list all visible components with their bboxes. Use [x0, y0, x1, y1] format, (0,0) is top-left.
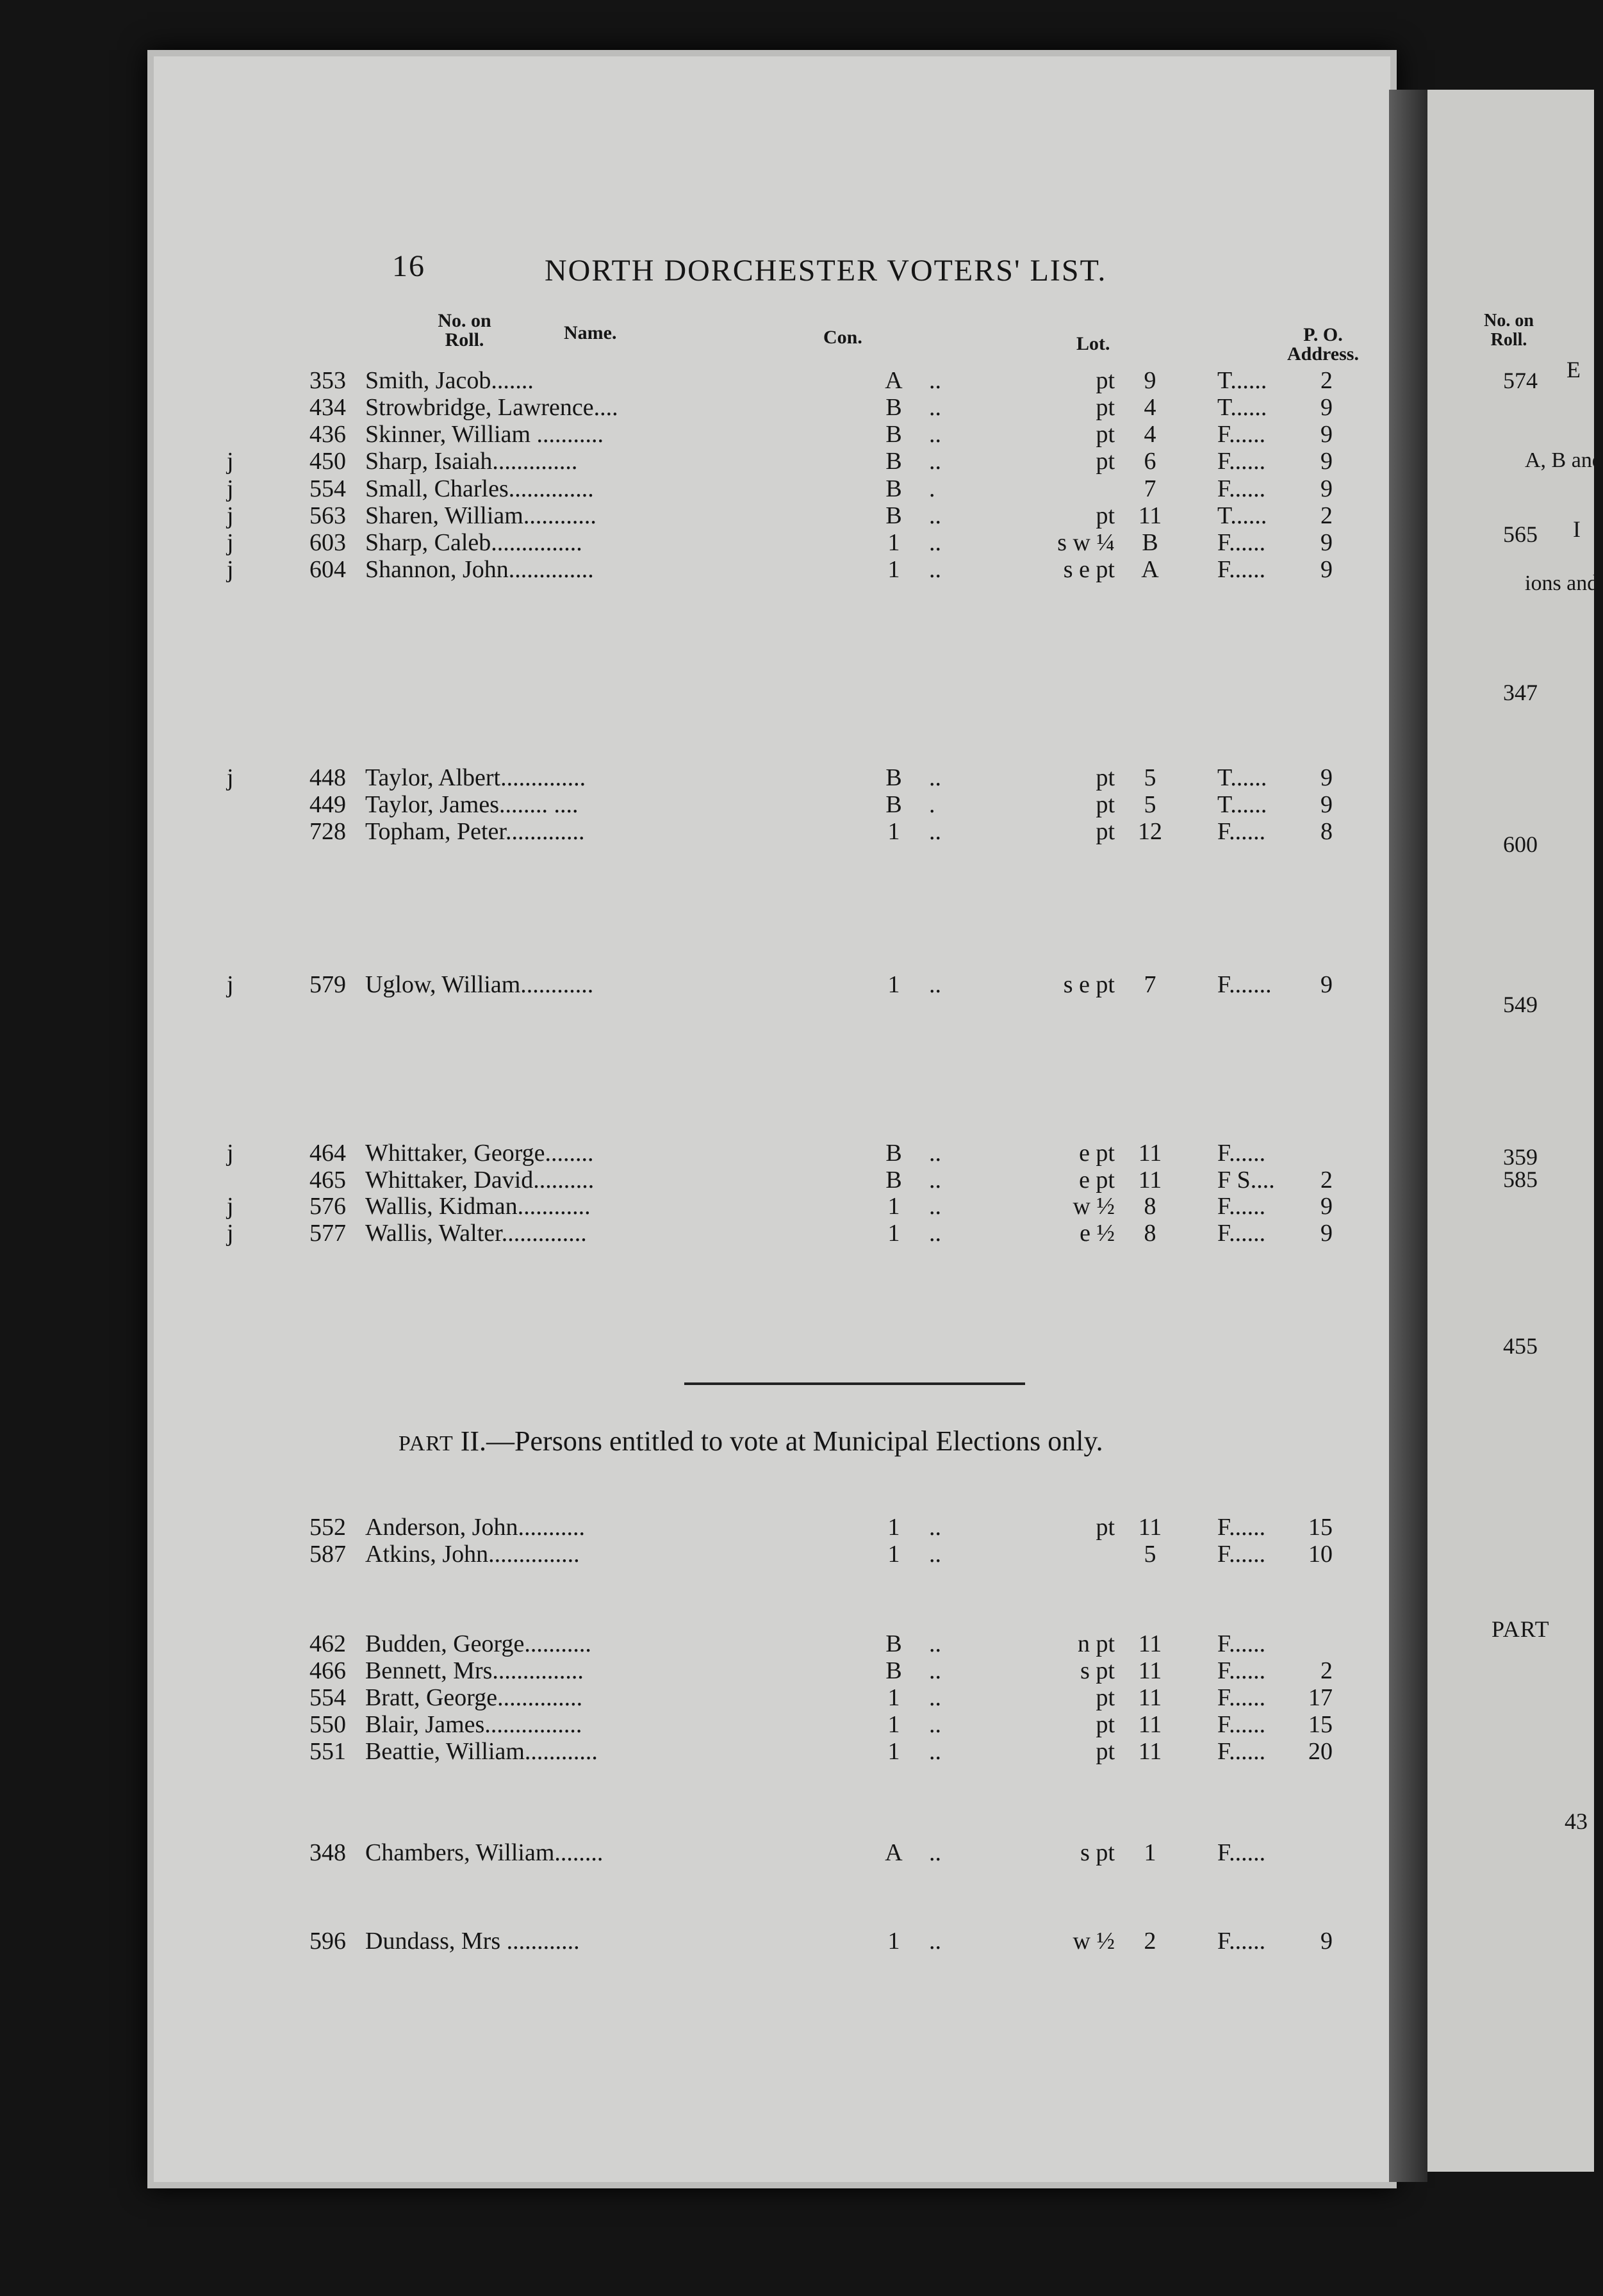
voter-row: [0, 1540, 1333, 1568]
lot-part: pt: [1096, 367, 1115, 394]
roll-number: 604: [309, 556, 346, 583]
po-address: T......: [1217, 791, 1267, 818]
facing-fragment: ions and: [1525, 571, 1599, 595]
facing-roll-number: 574: [1503, 368, 1538, 393]
voter-name: Dundass, Mrs ............: [365, 1928, 580, 1955]
voter-mark: j: [227, 764, 234, 791]
po-address: T......: [1217, 394, 1267, 421]
leader-dots: ..: [929, 1839, 941, 1866]
lot-number: A: [1141, 556, 1159, 583]
facing-roll-number: 549: [1503, 992, 1538, 1017]
concession: B: [885, 1630, 902, 1657]
voter-row: [0, 1166, 1333, 1193]
concession: 1: [887, 1928, 900, 1955]
voter-name: Skinner, William ...........: [365, 421, 604, 448]
po-address: F......: [1217, 448, 1266, 475]
po-address-number: 10: [1308, 1541, 1333, 1568]
facing-roll-number: 600: [1503, 832, 1538, 857]
leader-dots: ..: [929, 421, 941, 448]
roll-number: 563: [309, 502, 346, 529]
lot-part: pt: [1096, 764, 1115, 791]
lot-number: 8: [1144, 1220, 1156, 1247]
leader-dots: ..: [929, 1514, 941, 1541]
facing-column-header: [1467, 311, 1550, 350]
roll-number: 603: [309, 529, 346, 556]
voter-row: [0, 1139, 1266, 1167]
roll-number: 436: [309, 421, 346, 448]
leader-dots: ..: [929, 971, 941, 998]
voter-name: Smith, Jacob.......: [365, 367, 534, 394]
lot-number: 4: [1144, 394, 1156, 421]
roll-number: 551: [309, 1738, 346, 1765]
column-header-con: Con.: [823, 327, 862, 348]
concession: 1: [887, 556, 900, 583]
part2-heading-part: PART: [399, 1432, 454, 1456]
roll-number: 550: [309, 1711, 346, 1738]
roll-number: 434: [309, 394, 346, 421]
leader-dots: ..: [929, 529, 941, 556]
book-spine: [1389, 90, 1427, 2182]
po-address: F......: [1217, 1657, 1266, 1684]
roll-number: 587: [309, 1541, 346, 1568]
voter-name: Taylor, James........ ....: [365, 791, 579, 818]
lot-number: 5: [1144, 764, 1156, 791]
po-address: T......: [1217, 367, 1267, 394]
voter-name: Blair, James................: [365, 1711, 582, 1738]
voter-mark: j: [227, 502, 234, 529]
po-address: F......: [1217, 1541, 1266, 1568]
voter-name: Wallis, Kidman............: [365, 1193, 591, 1220]
po-address-number: 9: [1320, 529, 1333, 556]
roll-number: 554: [309, 475, 346, 502]
leader-dots: ..: [929, 1684, 941, 1711]
po-address-number: 9: [1320, 448, 1333, 475]
lot-part: pt: [1096, 1711, 1115, 1738]
roll-number: 576: [309, 1193, 346, 1220]
concession: 1: [887, 1711, 900, 1738]
lot-number: 11: [1138, 502, 1162, 529]
lot-part: e ½: [1080, 1220, 1115, 1247]
lot-part: s e pt: [1063, 971, 1115, 998]
facing-fragment: E: [1566, 357, 1581, 382]
roll-number: 448: [309, 764, 346, 791]
voter-name: Topham, Peter.............: [365, 818, 585, 845]
lot-number: 1: [1144, 1839, 1156, 1866]
lot-number: 11: [1138, 1738, 1162, 1765]
leader-dots: ..: [929, 1220, 941, 1247]
concession: A: [885, 367, 903, 394]
lot-number: 11: [1138, 1684, 1162, 1711]
leader-dots: ..: [929, 1630, 941, 1657]
voter-name: Sharp, Isaiah..............: [365, 448, 578, 475]
po-address-number: 2: [1320, 502, 1333, 529]
lot-number: 11: [1138, 1630, 1162, 1657]
concession: B: [885, 791, 902, 818]
leader-dots: ..: [929, 1657, 941, 1684]
concession: B: [885, 475, 902, 502]
voter-name: Whittaker, George........: [365, 1140, 594, 1167]
roll-number: 466: [309, 1657, 346, 1684]
lot-part: pt: [1096, 791, 1115, 818]
voter-row: [0, 502, 1333, 529]
po-address-number: 15: [1308, 1514, 1333, 1541]
leader-dots: .: [929, 475, 935, 502]
concession: B: [885, 502, 902, 529]
lot-part: n pt: [1077, 1630, 1115, 1657]
voter-name: Anderson, John...........: [365, 1514, 586, 1541]
po-address-number: 2: [1320, 1657, 1333, 1684]
po-address-number: 9: [1320, 1928, 1333, 1955]
voter-row: [0, 971, 1333, 998]
leader-dots: ..: [929, 1167, 941, 1193]
po-address: F......: [1217, 1193, 1266, 1220]
voter-name: Wallis, Walter..............: [365, 1220, 587, 1247]
voter-row: [0, 1513, 1333, 1541]
leader-dots: .: [929, 791, 935, 818]
voter-name: Small, Charles..............: [365, 475, 594, 502]
po-address-number: 9: [1320, 764, 1333, 791]
voter-mark: j: [227, 1220, 234, 1247]
column-header-po-line2: Address.: [1287, 343, 1359, 365]
po-address-number: 9: [1320, 1220, 1333, 1247]
lot-part: w ½: [1073, 1928, 1115, 1955]
voter-mark: j: [227, 1140, 234, 1167]
lot-number: 6: [1144, 448, 1156, 475]
voter-row: [0, 1657, 1333, 1684]
leader-dots: ..: [929, 1541, 941, 1568]
lot-number: 11: [1138, 1140, 1162, 1167]
voter-row: [0, 1710, 1333, 1738]
lot-part: s pt: [1080, 1657, 1115, 1684]
facing-column-header-line2: Roll.: [1490, 330, 1527, 350]
lot-part: s pt: [1080, 1839, 1115, 1866]
concession: B: [885, 1657, 902, 1684]
po-address-number: 9: [1320, 394, 1333, 421]
lot-part: w ½: [1073, 1193, 1115, 1220]
voter-name: Sharen, William............: [365, 502, 596, 529]
voter-row: [0, 1219, 1333, 1247]
roll-number: 728: [309, 818, 346, 845]
lot-part: pt: [1096, 502, 1115, 529]
voter-row: [0, 791, 1333, 818]
lot-part: pt: [1096, 448, 1115, 475]
lot-number: 5: [1144, 791, 1156, 818]
po-address: T......: [1217, 764, 1267, 791]
voter-name: Budden, George...........: [365, 1630, 591, 1657]
facing-roll-number: 359: [1503, 1144, 1538, 1170]
lot-part: pt: [1096, 1684, 1115, 1711]
section-divider: [684, 1382, 1025, 1385]
voter-mark: j: [227, 971, 234, 998]
leader-dots: ..: [929, 1193, 941, 1220]
po-address-number: 9: [1320, 971, 1333, 998]
po-address-number: 9: [1320, 1193, 1333, 1220]
voter-mark: j: [227, 556, 234, 583]
voter-row: [0, 1737, 1333, 1765]
voter-row: [0, 529, 1333, 556]
roll-number: 353: [309, 367, 346, 394]
concession: 1: [887, 1684, 900, 1711]
roll-number: 552: [309, 1514, 346, 1541]
lot-number: 5: [1144, 1541, 1156, 1568]
voter-row: [0, 555, 1333, 583]
leader-dots: ..: [929, 1928, 941, 1955]
lot-number: 11: [1138, 1167, 1162, 1193]
leader-dots: ..: [929, 1140, 941, 1167]
concession: 1: [887, 1220, 900, 1247]
lot-number: 7: [1144, 971, 1156, 998]
concession: 1: [887, 971, 900, 998]
concession: B: [885, 1140, 902, 1167]
lot-number: 9: [1144, 367, 1156, 394]
lot-part: pt: [1096, 421, 1115, 448]
voter-mark: j: [227, 448, 234, 475]
po-address: F.......: [1217, 971, 1272, 998]
concession: B: [885, 448, 902, 475]
concession: A: [885, 1839, 903, 1866]
facing-column-header-line1: No. on: [1484, 311, 1534, 331]
po-address-number: 8: [1320, 818, 1333, 845]
concession: B: [885, 421, 902, 448]
facing-fragment: A, B and: [1525, 448, 1603, 472]
leader-dots: ..: [929, 1738, 941, 1765]
po-address: F......: [1217, 1514, 1266, 1541]
roll-number: 464: [309, 1140, 346, 1167]
concession: 1: [887, 818, 900, 845]
concession: 1: [887, 1193, 900, 1220]
voter-name: Taylor, Albert..............: [365, 764, 586, 791]
concession: B: [885, 764, 902, 791]
voter-row: [0, 764, 1333, 791]
po-address-number: 9: [1320, 791, 1333, 818]
po-address: F......: [1217, 1684, 1266, 1711]
facing-page: [1427, 90, 1594, 2172]
column-header-no-on-roll-line2: Roll.: [445, 329, 484, 350]
facing-roll-number: 585: [1503, 1167, 1538, 1192]
voter-name: Bennett, Mrs...............: [365, 1657, 584, 1684]
po-address: F......: [1217, 556, 1266, 583]
lot-part: pt: [1096, 818, 1115, 845]
lot-number: B: [1142, 529, 1158, 556]
column-header-no-on-roll: [423, 311, 506, 350]
leader-dots: ..: [929, 448, 941, 475]
lot-part: e pt: [1079, 1167, 1115, 1193]
roll-number: 596: [309, 1928, 346, 1955]
po-address: F......: [1217, 1220, 1266, 1247]
po-address: F......: [1217, 1738, 1266, 1765]
roll-number: 465: [309, 1167, 346, 1193]
concession: B: [885, 1167, 902, 1193]
voter-name: Chambers, William........: [365, 1839, 604, 1866]
voter-name: Beattie, William............: [365, 1738, 598, 1765]
voter-name: Shannon, John..............: [365, 556, 594, 583]
voter-row: [0, 1839, 1266, 1866]
po-address: F......: [1217, 1140, 1266, 1167]
po-address-number: 2: [1320, 1167, 1333, 1193]
facing-roll-number: 565: [1503, 521, 1538, 547]
po-address-number: 17: [1308, 1684, 1333, 1711]
po-address-number: 9: [1320, 556, 1333, 583]
po-address: F......: [1217, 529, 1266, 556]
voter-row: [0, 1927, 1333, 1955]
voter-row: [0, 447, 1333, 475]
leader-dots: ..: [929, 818, 941, 845]
concession: 1: [887, 1738, 900, 1765]
lot-number: 11: [1138, 1657, 1162, 1684]
po-address-number: 2: [1320, 367, 1333, 394]
facing-fragment: 43: [1565, 1808, 1588, 1834]
leader-dots: ..: [929, 1711, 941, 1738]
facing-roll-number: 455: [1503, 1333, 1538, 1359]
leader-dots: ..: [929, 394, 941, 421]
lot-number: 4: [1144, 421, 1156, 448]
leader-dots: ..: [929, 367, 941, 394]
column-header-po-address: [1275, 325, 1371, 364]
po-address-number: 20: [1308, 1738, 1333, 1765]
po-address: T......: [1217, 502, 1267, 529]
po-address-number: 9: [1320, 475, 1333, 502]
voter-row: [0, 817, 1333, 845]
leader-dots: ..: [929, 556, 941, 583]
voter-mark: j: [227, 529, 234, 556]
roll-number: 450: [309, 448, 346, 475]
column-header-lot: Lot.: [1076, 333, 1110, 354]
voter-mark: j: [227, 1193, 234, 1220]
po-address-number: 9: [1320, 421, 1333, 448]
concession: 1: [887, 529, 900, 556]
leader-dots: ..: [929, 502, 941, 529]
column-header-no-on-roll-line1: No. on: [438, 310, 491, 331]
po-address: F......: [1217, 1839, 1266, 1866]
lot-part: s e pt: [1063, 556, 1115, 583]
lot-part: s w ¼: [1057, 529, 1115, 556]
lot-number: 11: [1138, 1711, 1162, 1738]
part2-heading: [399, 1425, 1103, 1457]
po-address-number: 15: [1308, 1711, 1333, 1738]
voter-name: Strowbridge, Lawrence....: [365, 394, 618, 421]
roll-number: 449: [309, 791, 346, 818]
voter-row: [0, 366, 1333, 394]
facing-roll-number: 347: [1503, 680, 1538, 705]
po-address: F......: [1217, 1630, 1266, 1657]
po-address: F......: [1217, 1711, 1266, 1738]
lot-number: 12: [1138, 818, 1162, 845]
voter-name: Bratt, George..............: [365, 1684, 583, 1711]
part2-heading-text: II.—Persons entitled to vote at Municipal Elections only.: [460, 1425, 1103, 1457]
lot-part: pt: [1096, 1738, 1115, 1765]
page-title: NORTH DORCHESTER VOTERS' LIST.: [545, 254, 1107, 288]
facing-fragment: I: [1573, 516, 1581, 542]
concession: 1: [887, 1514, 900, 1541]
voter-name: Whittaker, David..........: [365, 1167, 595, 1193]
po-address: F......: [1217, 1928, 1266, 1955]
po-address: F......: [1217, 421, 1266, 448]
lot-number: 7: [1144, 475, 1156, 502]
lot-part: pt: [1096, 394, 1115, 421]
roll-number: 577: [309, 1220, 346, 1247]
leader-dots: ..: [929, 764, 941, 791]
facing-part-heading: PART: [1492, 1616, 1550, 1642]
concession: B: [885, 394, 902, 421]
lot-part: pt: [1096, 1514, 1115, 1541]
voter-mark: j: [227, 475, 234, 502]
roll-number: 348: [309, 1839, 346, 1866]
voter-row: [0, 1192, 1333, 1220]
voter-row: [0, 475, 1333, 502]
roll-number: 554: [309, 1684, 346, 1711]
voter-name: Uglow, William............: [365, 971, 594, 998]
po-address: F......: [1217, 475, 1266, 502]
voter-row: [0, 420, 1333, 448]
roll-number: 462: [309, 1630, 346, 1657]
lot-number: 11: [1138, 1514, 1162, 1541]
voter-row: [0, 393, 1333, 421]
voter-row: [0, 1684, 1333, 1711]
lot-number: 2: [1144, 1928, 1156, 1955]
concession: 1: [887, 1541, 900, 1568]
voter-name: Atkins, John...............: [365, 1541, 580, 1568]
lot-part: e pt: [1079, 1140, 1115, 1167]
lot-number: 8: [1144, 1193, 1156, 1220]
page-number: 16: [392, 249, 425, 283]
po-address: F......: [1217, 818, 1266, 845]
column-header-name: Name.: [564, 322, 617, 343]
column-header-po-line1: P. O.: [1303, 324, 1343, 345]
roll-number: 579: [309, 971, 346, 998]
voter-name: Sharp, Caleb...............: [365, 529, 582, 556]
voter-row: [0, 1630, 1266, 1657]
po-address: F S....: [1217, 1167, 1275, 1193]
